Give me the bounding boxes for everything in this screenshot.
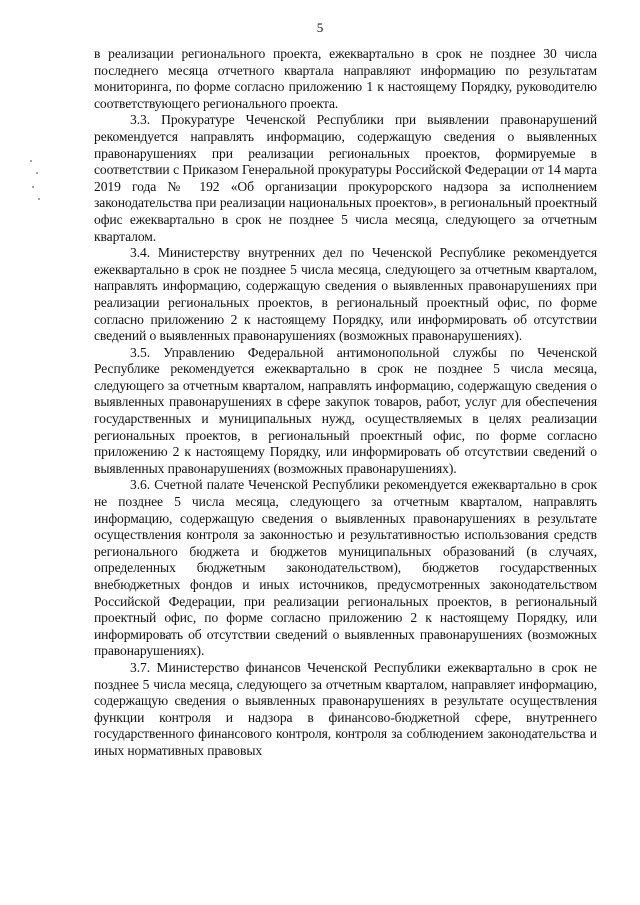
paragraph-3-4: 3.4. Министерству внутренних дел по Чеченской Республике рекомендуется ежеквартально в срок не позднее 5 числа месяца, следующего за отчетным кварталом, направлять информацию, содержащую сведения о выявленных правонарушениях при реализации региональных проектов, в региональный проектный офис, по форме согласно приложению 2 к настоящему Порядку, или информировать об отсутствии сведений о выявленных правонарушениях (возможных правонарушениях).	[94, 245, 597, 344]
paragraph-3-3: 3.3. Прокуратуре Чеченской Республики при выявлении правонарушений рекомендуется направлять информацию, содержащую сведения о выявленных правонарушениях при реализации региональных проектов, формируемые в соответствии с Приказом Генеральной прокуратуры Российской Федерации от 14 марта 2019 года № 192 «Об организации прокурорского надзора за исполнением законодательства при реализации национальных проектов», в региональный проектный офис ежеквартально в срок не позднее 5 числа месяца, следующего за отчетным кварталом.	[94, 112, 597, 244]
paragraph-3-7: 3.7. Министерство финансов Чеченской Республики ежеквартально в срок не позднее 5 числа месяца, следующего за отчетным кварталом, направляет информацию, содержащую сведения о выявленных правонарушениях в результате осуществления функции контроля и надзора в финансово-бюджетной сфере, внутреннего государственного финансового контроля, контроля за соблюдением законодательства и иных нормативных правовых	[94, 659, 597, 758]
scan-artifact	[38, 198, 40, 200]
scan-artifact	[32, 186, 34, 188]
paragraph-continuation: в реализации регионального проекта, ежеквартально в срок не позднее 30 числа последнего месяца отчетного квартала направляют информацию по результатам мониторинга, по форме согласно приложению 1 к настоящему Порядку, руководителю соответствующего регионального проекта.	[94, 46, 597, 111]
scan-artifact	[36, 172, 38, 174]
page-number: 5	[316, 20, 324, 35]
paragraph-3-6: 3.6. Счетной палате Чеченской Республики рекомендуется ежеквартально в срок не позднее 5 числа месяца, следующего за отчетным кварталом, направлять информацию, содержащую сведения о выявленных правонарушениях в результате осуществления контроля за законностью и результативностью использования средств регионального бюджета и бюджетов муниципальных образований (в случаях, определенных бюджетным законодательством), бюджетов государственных внебюджетных фондов и иных источников, предусмотренных законодательством Российской Федерации, при реализации региональных проектов, в региональный проектный офис, по форме согласно приложению 2 к настоящему Порядку, или информировать об отсутствии сведений о выявленных правонарушениях (возможных правонарушениях).	[94, 477, 597, 659]
scan-artifact	[30, 160, 32, 162]
document-body	[94, 46, 597, 760]
paragraph-3-5: 3.5. Управлению Федеральной антимонопольной службы по Чеченской Республике рекомендуется ежеквартально в срок не позднее 5 числа месяца, следующего за отчетным кварталом, направлять информацию, содержащую сведения о выявленных правонарушениях в сфере закупок товаров, работ, услуг для обеспечения государственных и муниципальных нужд, осуществляемых в целях реализации региональных проектов, в региональный проектный офис, по форме согласно приложению 2 к настоящему Порядку, или информировать об отсутствии сведений о выявленных правонарушениях (возможных правонарушениях).	[94, 344, 597, 476]
